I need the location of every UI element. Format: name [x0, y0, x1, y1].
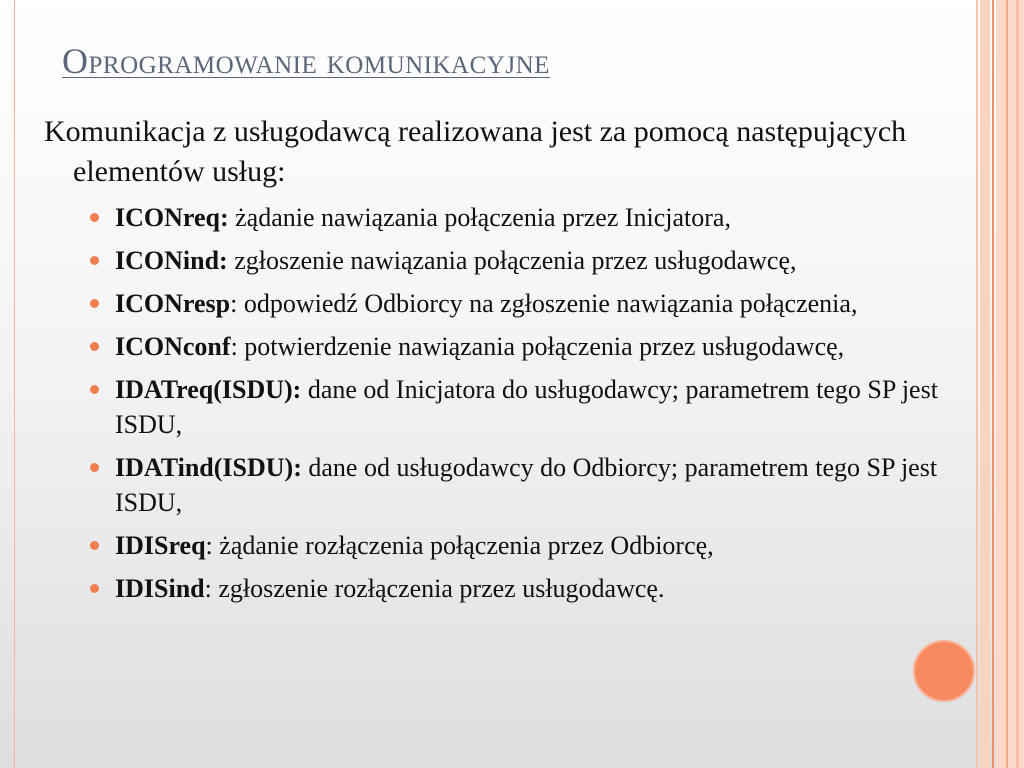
- bullet-term: IDISreq: [115, 531, 206, 560]
- bullet-item: [90, 286, 950, 321]
- bullet-item: [90, 243, 950, 278]
- slide-title: Oprogramowanie komunikacyjne: [62, 41, 550, 81]
- bullet-dot-icon: [90, 463, 99, 472]
- bullet-separator: :: [205, 531, 213, 560]
- bullet-text: dane od usługodawcy do Odbiorcy; parametrem tego SP jest ISDU,: [115, 453, 938, 517]
- bullet-dot-icon: [90, 213, 99, 222]
- left-accent-line: [14, 0, 15, 768]
- bullet-term: ICONind:: [115, 246, 228, 275]
- bullet-text: żądanie nawiązania połączenia przez Inicjatora,: [228, 203, 731, 232]
- bullet-dot-icon: [90, 584, 99, 593]
- bullet-text: dane od Inicjatora do usługodawcy; parametrem tego SP jest ISDU,: [115, 375, 938, 439]
- bullet-term: IDATreq(ISDU):: [115, 375, 302, 404]
- bullet-item: [90, 372, 950, 442]
- bullet-dot-icon: [90, 299, 99, 308]
- bullet-term: IDISind: [115, 574, 205, 603]
- bullet-item: [90, 329, 950, 364]
- intro-paragraph: Komunikacja z usługodawcą realizowana jest za pomocą następujących elementów usług:: [44, 115, 907, 188]
- right-decor-band: [996, 0, 1024, 768]
- bullet-separator: :: [230, 289, 238, 318]
- right-decor-band: [1016, 0, 1019, 768]
- bullet-item: [90, 571, 950, 606]
- bullet-dot-icon: [90, 541, 99, 550]
- bullet-term: ICONconf: [115, 332, 231, 361]
- bullet-text: zgłoszenie rozłączenia przez usługodawcę.: [211, 574, 665, 603]
- bullet-term: IDATind(ISDU):: [115, 453, 302, 482]
- bullet-dot-icon: [90, 385, 99, 394]
- bullet-text: potwierdzenie nawiązania połączenia przez usługodawcę,: [237, 332, 845, 361]
- decorative-circle-icon: [913, 640, 975, 702]
- bullet-separator: :: [230, 332, 238, 361]
- bullet-dot-icon: [90, 256, 99, 265]
- bullet-separator: :: [204, 574, 212, 603]
- bullet-dot-icon: [90, 342, 99, 351]
- bullet-text: żądanie rozłączenia połączenia przez Odbiorcę,: [212, 531, 714, 560]
- bullet-item: [90, 200, 950, 235]
- bullet-term: ICONreq:: [115, 203, 229, 232]
- bullet-item: [90, 450, 950, 520]
- right-decor-band: [1006, 0, 1008, 768]
- bullet-list: [90, 200, 950, 614]
- bullet-text: zgłoszenie nawiązania połączenia przez usługodawcę,: [227, 246, 797, 275]
- bullet-text: odpowiedź Odbiorcy na zgłoszenie nawiązania połączenia,: [237, 289, 858, 318]
- bullet-item: [90, 528, 950, 563]
- bullet-term: ICONresp: [115, 289, 231, 318]
